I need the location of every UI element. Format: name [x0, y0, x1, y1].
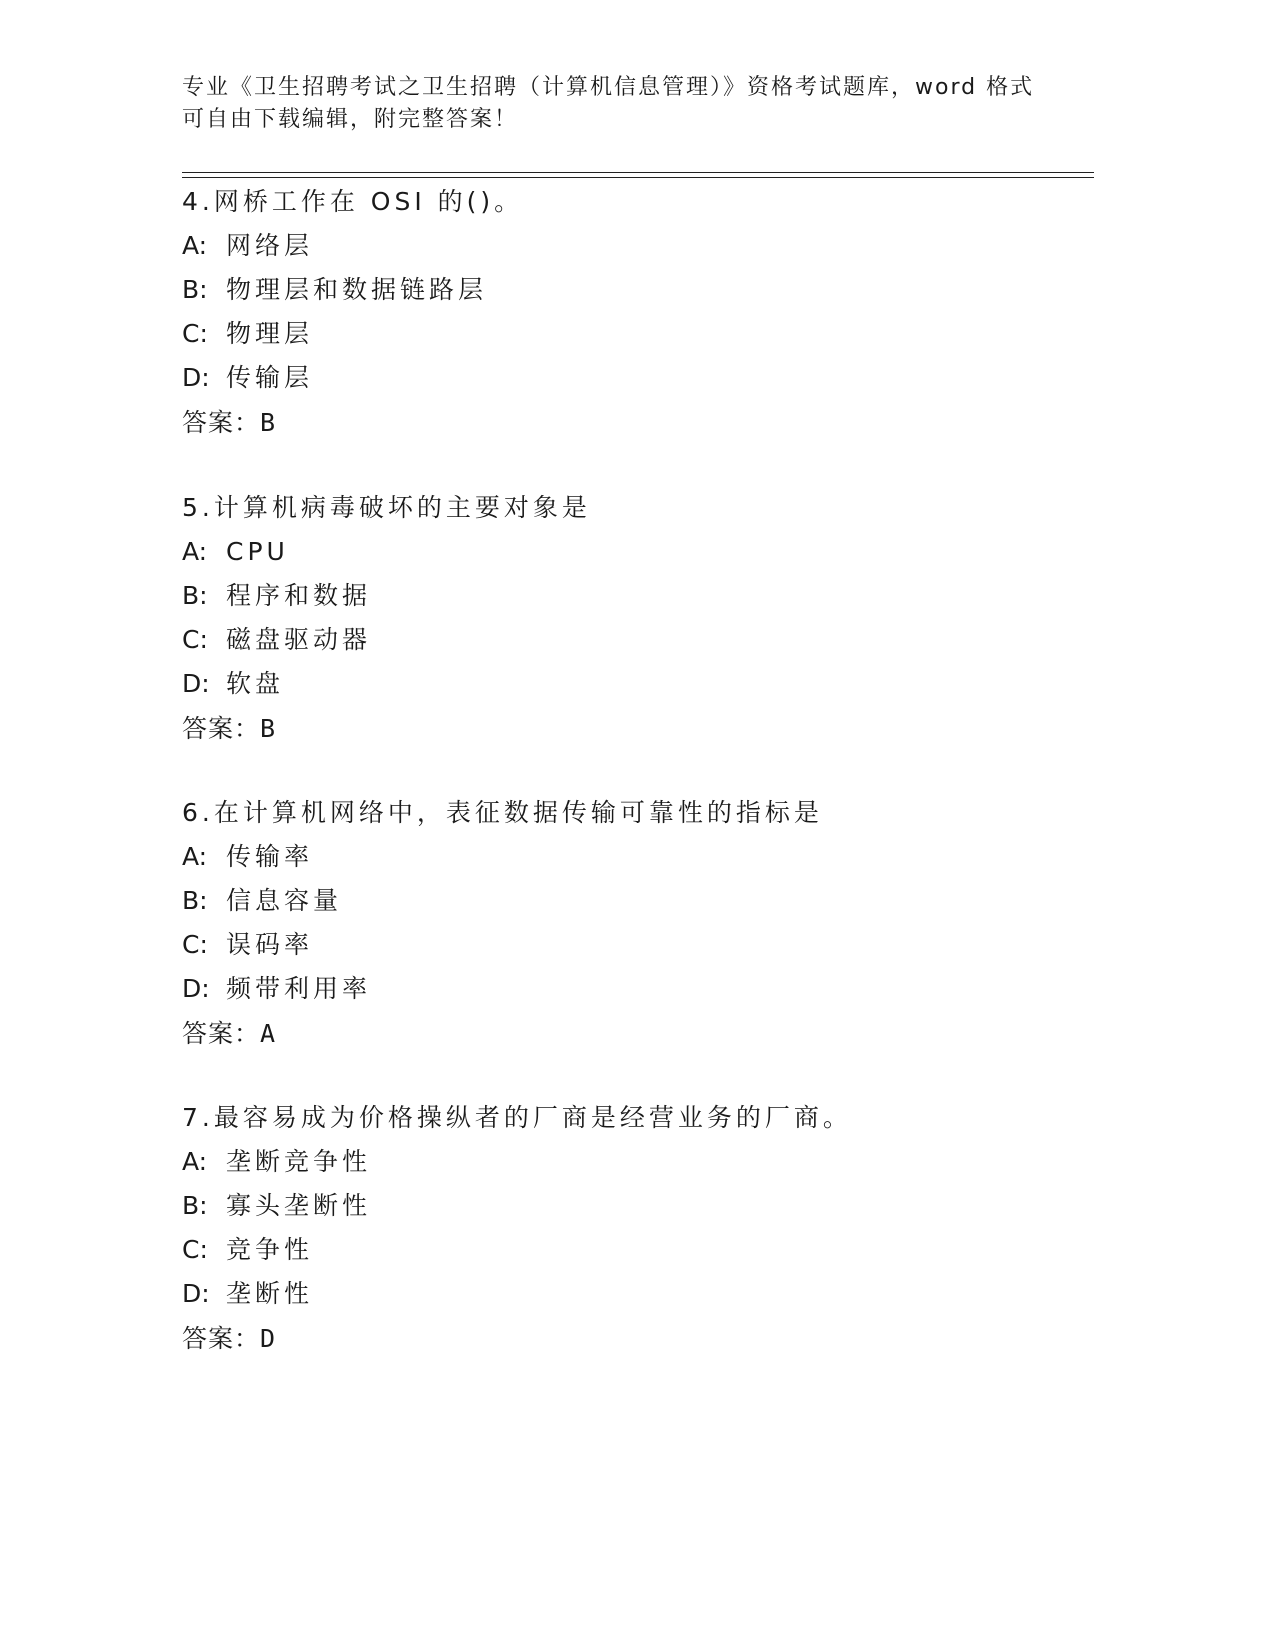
option-text: 误码率 — [226, 930, 314, 959]
option-text: 传输率 — [226, 842, 314, 871]
option-letter: C: — [182, 625, 208, 654]
question-option — [182, 1184, 1082, 1228]
question-title: 7.最容易成为价格操纵者的厂商是经营业务的厂商。 — [182, 1103, 852, 1132]
answer-label: 答案： — [182, 1019, 261, 1048]
question-option — [182, 574, 1082, 618]
answer-value: D — [260, 1324, 277, 1353]
question-answer — [182, 706, 1082, 752]
question-option — [182, 967, 1082, 1011]
option-letter: C: — [182, 1235, 208, 1264]
answer-label: 答案： — [182, 1324, 261, 1353]
option-letter: A: — [182, 842, 208, 871]
question-block — [182, 486, 1082, 752]
header-line-2: 可自由下载编辑，附完整答案！ — [182, 107, 519, 132]
answer-value: A — [260, 1019, 277, 1048]
option-letter: D: — [182, 363, 210, 392]
question-option — [182, 662, 1082, 706]
option-letter: B: — [182, 275, 208, 304]
option-letter: A: — [182, 1147, 208, 1176]
option-text: 频带利用率 — [226, 974, 372, 1003]
option-text: 信息容量 — [226, 886, 343, 915]
header-divider-top — [182, 172, 1094, 173]
question-title: 5.计算机病毒破坏的主要对象是 — [182, 493, 591, 522]
option-text: 网络层 — [226, 231, 314, 260]
question-option — [182, 1272, 1082, 1316]
option-letter: C: — [182, 319, 208, 348]
option-letter: A: — [182, 231, 208, 260]
answer-value: B — [260, 408, 277, 437]
option-letter: D: — [182, 1279, 210, 1308]
option-text: 物理层和数据链路层 — [226, 275, 488, 304]
header-line-1: 专业《卫生招聘考试之卫生招聘（计算机信息管理）》资格考试题库，word 格式 — [182, 75, 1035, 100]
question-option — [182, 879, 1082, 923]
option-letter: C: — [182, 930, 208, 959]
answer-value: B — [260, 714, 277, 743]
option-text: 寡头垄断性 — [226, 1191, 372, 1220]
option-letter: B: — [182, 1191, 208, 1220]
question-option — [182, 312, 1082, 356]
option-text: 物理层 — [226, 319, 314, 348]
option-text: 垄断竞争性 — [226, 1147, 372, 1176]
option-text: CPU — [226, 537, 289, 566]
document-header — [182, 72, 1062, 136]
question-option — [182, 1140, 1082, 1184]
question-block — [182, 791, 1082, 1057]
question-option — [182, 224, 1082, 268]
question-option — [182, 835, 1082, 879]
option-letter: A: — [182, 537, 208, 566]
answer-label: 答案： — [182, 714, 261, 743]
option-text: 软盘 — [226, 669, 285, 698]
question-block — [182, 180, 1082, 446]
option-text: 传输层 — [226, 363, 314, 392]
option-letter: B: — [182, 581, 208, 610]
option-text: 垄断性 — [226, 1279, 314, 1308]
option-text: 程序和数据 — [226, 581, 372, 610]
question-answer — [182, 1316, 1082, 1362]
option-letter: B: — [182, 886, 208, 915]
option-text: 磁盘驱动器 — [226, 625, 372, 654]
question-option — [182, 356, 1082, 400]
question-block — [182, 1096, 1082, 1362]
question-option — [182, 618, 1082, 662]
question-option — [182, 1228, 1082, 1272]
question-option — [182, 530, 1082, 574]
question-answer — [182, 1011, 1082, 1057]
question-title: 6.在计算机网络中，表征数据传输可靠性的指标是 — [182, 798, 823, 827]
answer-label: 答案： — [182, 408, 261, 437]
question-option — [182, 268, 1082, 312]
option-text: 竞争性 — [226, 1235, 314, 1264]
question-answer — [182, 400, 1082, 446]
question-title: 4.网桥工作在 OSI 的()。 — [182, 187, 524, 216]
option-letter: D: — [182, 669, 210, 698]
header-divider-bottom — [182, 177, 1094, 178]
option-letter: D: — [182, 974, 210, 1003]
question-option — [182, 923, 1082, 967]
